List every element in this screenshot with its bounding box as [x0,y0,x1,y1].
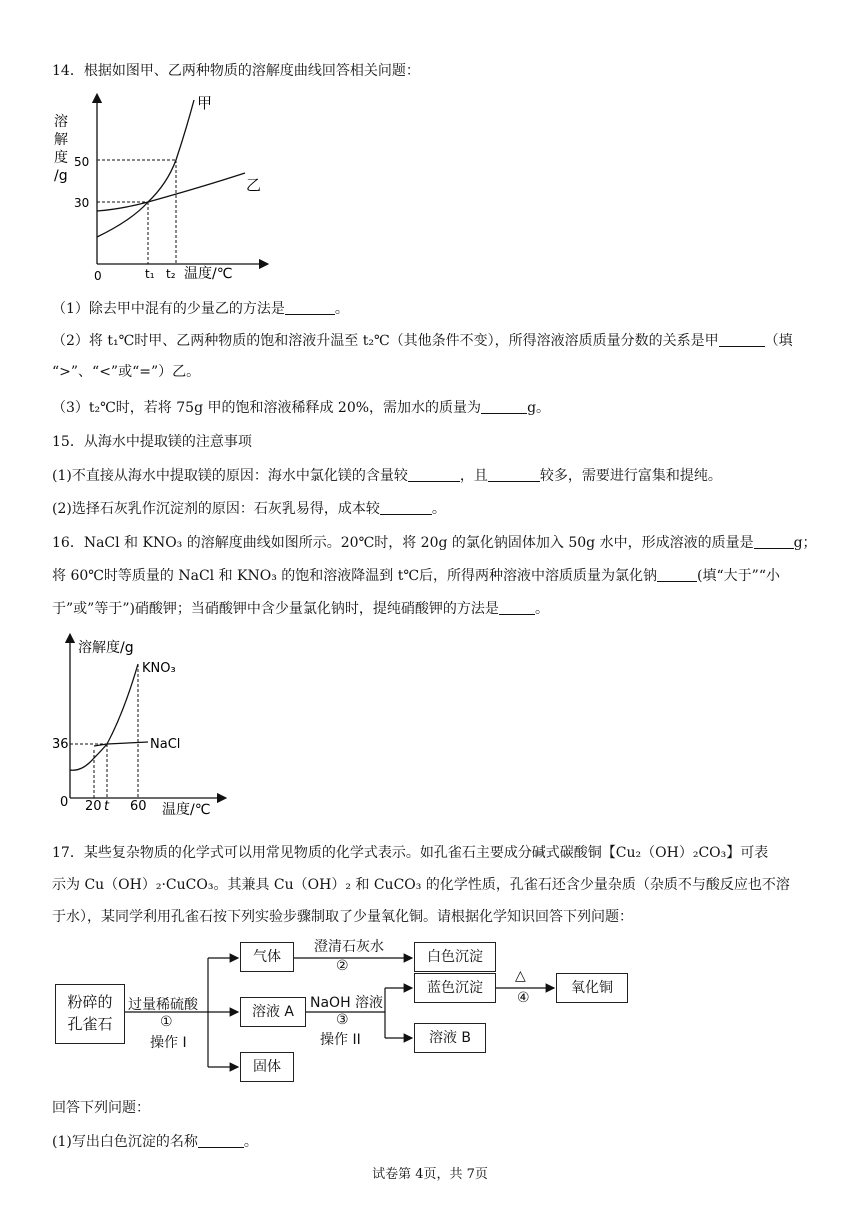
svg-text:解: 解 [54,132,68,148]
q17-p1: (1)写出白色沉淀的名称 。 [52,1134,258,1150]
answer-blank[interactable] [488,467,540,482]
q15-p2: (2)选择石灰乳作沉淀剂的原因：石灰乳易得，成本较 。 [52,501,446,517]
q17-line3: 于水），某同学利用孔雀石按下列实验步骤制取了少量氧化铜。请根据化学知识回答下列问题： [52,909,633,925]
svg-text:度: 度 [54,150,68,166]
answer-blank[interactable] [499,600,535,615]
answer-blank[interactable] [481,399,527,414]
flow-reagent2: 澄清石灰水 [314,939,384,955]
q14-xtick-t2: t₂ [166,267,176,281]
q16-line2: 将 60℃时等质量的 NaCl 和 KNO₃ 的饱和溶液降温到 t℃后，所得两种溶液中溶质质量为氯化钠 (填“大于”“小 [52,568,780,584]
q16-xlabel: 温度/℃ [162,802,211,818]
q17-answer-intro: 回答下列问题： [52,1100,150,1116]
q14-ytick-50: 50 [74,155,90,169]
q14-p1: （1）除去甲中混有的少量乙的方法是 。 [52,301,349,317]
q14-p2-cont: “>”、“<”或“=”）乙。 [52,364,201,380]
q14-origin-label: 0 [94,269,102,283]
page-footer: 试卷第 4页，共 7页 [372,1167,488,1182]
flow-step4: ④ [517,990,530,1006]
flow-op2: 操作 II [320,1032,361,1048]
q16-origin-label: 0 [60,795,69,810]
flow-white-ppt-box: 白色沉淀 [414,942,496,972]
flow-gas-box: 气体 [240,942,294,972]
q16-series-nacl-label: NaCl [150,737,181,752]
q16-line1: 16．NaCl 和 KNO₃ 的溶解度曲线如图所示。20℃时，将 20g 的氯化钠固体加入 50g 水中，形成溶液的质量是 g； [52,535,817,551]
q16-xtick-t: t [104,799,110,814]
q14-xtick-t1: t₁ [145,267,155,281]
flow-step3: ③ [336,1012,349,1028]
flow-start-box: 粉碎的 孔雀石 [55,984,125,1044]
q16-curve-kno3 [70,664,138,770]
q16-xtick-20: 20 [85,799,102,814]
answer-blank[interactable] [380,500,432,515]
answer-blank[interactable] [285,300,335,315]
answer-blank[interactable] [754,534,794,549]
q14-p3: （3）t₂℃时，若将 75g 甲的饱和溶液稀释成 20%，需加水的质量为 g。 [52,400,551,416]
q16-xtick-60: 60 [130,799,147,814]
q14-solubility-chart [52,92,272,284]
flow-step1: ① [160,1014,173,1030]
flow-cuo-box: 氧化铜 [556,973,628,1003]
q16-series-kno3-label: KNO₃ [142,661,176,676]
q15-stem: 15．从海水中提取镁的注意事项 [52,434,252,450]
flow-heat: △ [515,968,526,984]
q17-line1: 17．某些复杂物质的化学式可以用常见物质的化学式表示。如孔雀石主要成分碱式碳酸铜【Cu₂（OH）₂CO₃】可表 [52,845,769,861]
q14-series-jia-label: 甲 [197,94,213,112]
q16-ylabel: 溶解度/g [78,640,134,656]
q16-solubility-chart [52,632,232,822]
q14-ytick-30: 30 [74,196,90,210]
flow-solB-box: 溶液 B [414,1023,486,1053]
q16-line3: 于”或”等于”)硝酸钾；当硝酸钾中含少量氯化钠时，提纯硝酸钾的方法是 。 [52,601,549,617]
q16-ytick-36: 36 [52,737,69,752]
flow-solid-box: 固体 [240,1052,294,1082]
q14-p2: （2）将 t₁℃时甲、乙两种物质的饱和溶液升温至 t₂℃（其他条件不变），所得溶液溶质质量分数的关系是甲 （填 [52,333,793,349]
q14-series-yi-label: 乙 [246,176,262,194]
q17-line2: 示为 Cu（OH）₂·CuCO₃。其兼具 Cu（OH）₂ 和 CuCO₃ 的化学性质，孔雀石还含少量杂质（杂质不与酸反应也不溶 [52,877,790,893]
q14-ylabel [54,113,68,184]
flow-blue-ppt-box: 蓝色沉淀 [414,973,496,1003]
q15-p1: (1)不直接从海水中提取镁的原因：海水中氯化镁的含量较 ，且 较多，需要进行富集和提纯。 [52,468,722,484]
answer-blank[interactable] [408,467,460,482]
svg-text:溶: 溶 [54,114,68,130]
q14-curve-yi [97,173,245,211]
flow-reagent1: 过量稀硫酸 [128,997,198,1013]
answer-blank[interactable] [198,1133,244,1148]
q14-stem: 14．根据如图甲、乙两种物质的溶解度曲线回答相关问题： [52,63,420,79]
flow-step2: ② [336,958,349,974]
answer-blank[interactable] [657,567,697,582]
svg-text:/g: /g [54,168,68,184]
flow-solA-box: 溶液 A [240,997,306,1027]
flow-reagent3: NaOH 溶液 [310,995,384,1011]
flow-op1: 操作 I [150,1035,187,1051]
answer-blank[interactable] [719,332,765,347]
q14-curve-jia [97,100,194,237]
q14-xlabel: 温度/℃ [184,266,233,282]
